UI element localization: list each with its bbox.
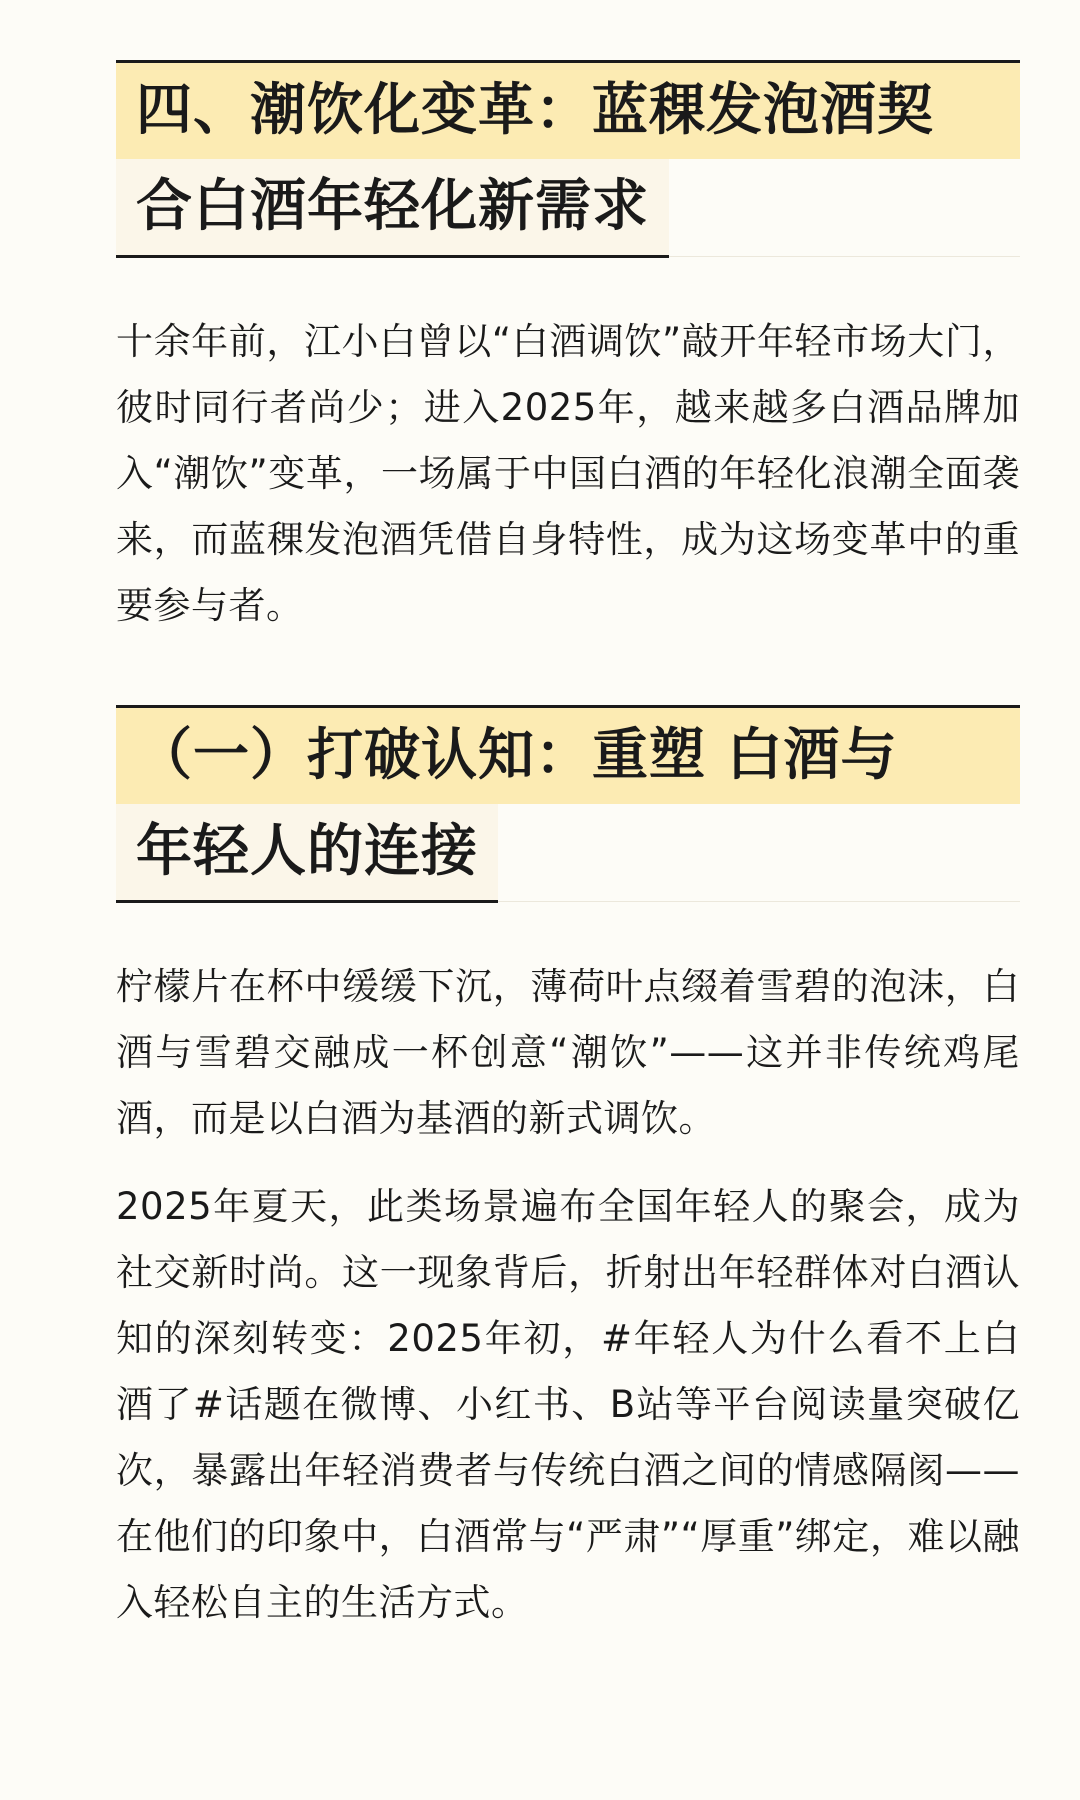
subsection-heading-line1: （一）打破认知：重塑 白酒与: [116, 708, 1020, 804]
body-paragraph: 十余年前，江小白曾以“白酒调饮”敲开年轻市场大门，彼时同行者尚少；进入2025年，越来越多白酒品牌加入“潮饮”变革，一场属于中国白酒的年轻化浪潮全面袭来，而蓝稞发泡酒凭借自身特性，成为这场变革中的重要参与者。: [116, 320, 1020, 627]
body-paragraph: 2025年夏天，此类场景遍布全国年轻人的聚会，成为社交新时尚。这一现象背后，折射出年轻群体对白酒认知的深刻转变：2025年初，#年轻人为什么看不上白酒了#话题在微博、小红书、B站等平台阅读量突破亿次，暴露出年轻消费者与传统白酒之间的情感隔阂——在他们的印象中，白酒常与“严肃”“厚重”绑定，难以融入轻松自主的生活方式。: [116, 1185, 1020, 1624]
section-heading-line2: 合白酒年轻化新需求: [116, 159, 669, 258]
section-heading: [116, 60, 1020, 257]
body-paragraph: 柠檬片在杯中缓缓下沉，薄荷叶点缀着雪碧的泡沫，白酒与雪碧交融成一杯创意“潮饮”——这并非传统鸡尾酒，而是以白酒为基酒的新式调饮。: [116, 965, 1020, 1140]
section-heading-line1: 四、潮饮化变革：蓝稞发泡酒契: [116, 63, 1020, 159]
subsection-heading: [116, 705, 1020, 902]
article-content: [116, 60, 1020, 1636]
subsection-heading-line2: 年轻人的连接: [116, 804, 498, 903]
